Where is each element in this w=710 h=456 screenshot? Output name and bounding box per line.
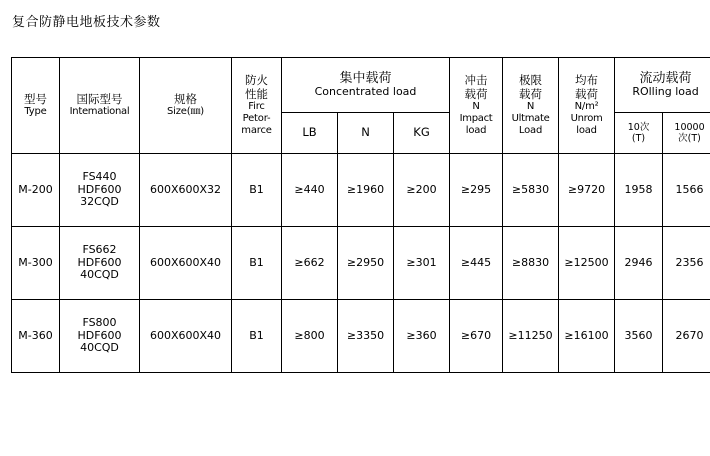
cell-fire: B1 bbox=[232, 227, 282, 300]
cell-type: M-200 bbox=[12, 154, 60, 227]
cell-international-line3: 32CQD bbox=[80, 195, 119, 209]
header-fire-en-2: Petor- bbox=[242, 113, 271, 125]
cell-lb: ≥800 bbox=[282, 300, 338, 373]
cell-impact: ≥295 bbox=[450, 154, 503, 227]
header-rolling-cn: 流动载荷 bbox=[639, 70, 692, 86]
cell-kg: ≥360 bbox=[394, 300, 450, 373]
cell-international-line2: HDF600 bbox=[77, 182, 122, 196]
header-impact-unit: N bbox=[472, 101, 480, 113]
cell-uniform: ≥12500 bbox=[559, 227, 615, 300]
header-rolling-10000 bbox=[663, 113, 710, 154]
header-type-cn: 型号 bbox=[24, 91, 47, 106]
header-type bbox=[12, 58, 60, 154]
cell-rolling-10000: 1566 bbox=[663, 154, 710, 227]
cell-size: 600X600X40 bbox=[140, 300, 232, 373]
header-n bbox=[338, 113, 394, 154]
cell-kg: ≥200 bbox=[394, 154, 450, 227]
header-concentrated-cn: 集中载荷 bbox=[339, 70, 392, 86]
header-rolling-10 bbox=[615, 113, 663, 154]
cell-international-line2: HDF600 bbox=[77, 255, 122, 269]
cell-ultimate: ≥11250 bbox=[503, 300, 559, 373]
header-uniform-load bbox=[559, 58, 615, 154]
header-ultimate-en-2: Load bbox=[518, 124, 543, 136]
header-uniform-en-2: load bbox=[576, 124, 597, 136]
cell-type: M-360 bbox=[12, 300, 60, 373]
cell-ultimate: ≥5830 bbox=[503, 154, 559, 227]
cell-rolling-10: 1958 bbox=[615, 154, 663, 227]
header-uniform-cn-2: 载荷 bbox=[575, 86, 599, 101]
cell-rolling-10: 3560 bbox=[615, 300, 663, 373]
cell-fire: B1 bbox=[232, 154, 282, 227]
cell-international bbox=[60, 300, 140, 373]
cell-n: ≥1960 bbox=[338, 154, 394, 227]
header-size bbox=[140, 58, 232, 154]
header-impact-load bbox=[450, 58, 503, 154]
header-rolling-10000-line2: 次(T) bbox=[678, 133, 701, 144]
cell-rolling-10000: 2670 bbox=[663, 300, 710, 373]
header-size-cn: 规格 bbox=[174, 91, 197, 106]
header-kg bbox=[394, 113, 450, 154]
header-impact-cn-2: 载荷 bbox=[464, 86, 488, 101]
header-ultimate-cn-2: 载荷 bbox=[519, 86, 543, 101]
cell-international-line3: 40CQD bbox=[80, 341, 119, 355]
header-rolling-10-line2: (T) bbox=[631, 133, 646, 144]
cell-international-line1: FS440 bbox=[82, 169, 117, 183]
cell-lb: ≥440 bbox=[282, 154, 338, 227]
cell-n: ≥3350 bbox=[338, 300, 394, 373]
header-fire-performance bbox=[232, 58, 282, 154]
cell-lb: ≥662 bbox=[282, 227, 338, 300]
header-fire-cn-2: 性能 bbox=[245, 86, 268, 101]
cell-uniform: ≥16100 bbox=[559, 300, 615, 373]
header-kg-label: KG bbox=[413, 125, 430, 140]
header-rolling-en: ROlling load bbox=[632, 85, 699, 99]
header-ultimate-cn-1: 极限 bbox=[519, 73, 543, 88]
cell-impact: ≥670 bbox=[450, 300, 503, 373]
cell-uniform: ≥9720 bbox=[559, 154, 615, 227]
cell-ultimate: ≥8830 bbox=[503, 227, 559, 300]
header-international-cn: 国际型号 bbox=[76, 91, 123, 106]
header-ultimate-unit: N bbox=[526, 101, 535, 113]
cell-international bbox=[60, 227, 140, 300]
cell-international-line1: FS662 bbox=[82, 242, 117, 256]
header-ultimate-load bbox=[503, 58, 559, 154]
header-lb bbox=[282, 113, 338, 154]
cell-international-line2: HDF600 bbox=[77, 328, 122, 342]
header-rolling-load bbox=[615, 58, 710, 113]
cell-international-line3: 40CQD bbox=[80, 268, 119, 282]
specification-table bbox=[11, 57, 710, 373]
header-impact-cn-1: 冲击 bbox=[464, 73, 488, 88]
header-rolling-10-line1: 10次 bbox=[627, 121, 650, 133]
header-rolling-10000-line1: 10000 bbox=[674, 121, 705, 133]
header-type-en: Type bbox=[24, 106, 47, 118]
header-impact-en-2: load bbox=[465, 124, 487, 136]
table-row bbox=[12, 227, 710, 300]
header-fire-en-1: Firc bbox=[248, 101, 265, 113]
header-fire-cn-1: 防火 bbox=[245, 73, 268, 88]
header-uniform-en-1: Unrom bbox=[570, 113, 603, 125]
cell-n: ≥2950 bbox=[338, 227, 394, 300]
header-international bbox=[60, 58, 140, 154]
header-uniform-cn-1: 均布 bbox=[575, 73, 599, 88]
cell-size: 600X600X32 bbox=[140, 154, 232, 227]
cell-fire: B1 bbox=[232, 300, 282, 373]
header-size-en: Size(㎜) bbox=[167, 106, 204, 118]
page-title: 复合防静电地板技术参数 bbox=[12, 15, 161, 30]
header-lb-label: LB bbox=[302, 125, 317, 140]
cell-rolling-10000: 2356 bbox=[663, 227, 710, 300]
table-row bbox=[12, 300, 710, 373]
table-row bbox=[12, 154, 710, 227]
header-uniform-unit: N/m² bbox=[574, 101, 599, 113]
cell-international-line1: FS800 bbox=[82, 315, 117, 329]
header-n-label: N bbox=[361, 125, 370, 140]
header-impact-en-1: Impact bbox=[459, 113, 493, 125]
header-international-en: Intemational bbox=[69, 106, 130, 118]
header-ultimate-en-1: Ultmate bbox=[511, 113, 550, 125]
table-header-row-1 bbox=[12, 58, 710, 113]
cell-type: M-300 bbox=[12, 227, 60, 300]
cell-kg: ≥301 bbox=[394, 227, 450, 300]
cell-international bbox=[60, 154, 140, 227]
cell-rolling-10: 2946 bbox=[615, 227, 663, 300]
cell-impact: ≥445 bbox=[450, 227, 503, 300]
cell-size: 600X600X40 bbox=[140, 227, 232, 300]
header-concentrated-en: Concentrated load bbox=[314, 85, 417, 99]
header-concentrated-load bbox=[282, 58, 450, 113]
header-fire-en-3: marce bbox=[241, 124, 272, 136]
